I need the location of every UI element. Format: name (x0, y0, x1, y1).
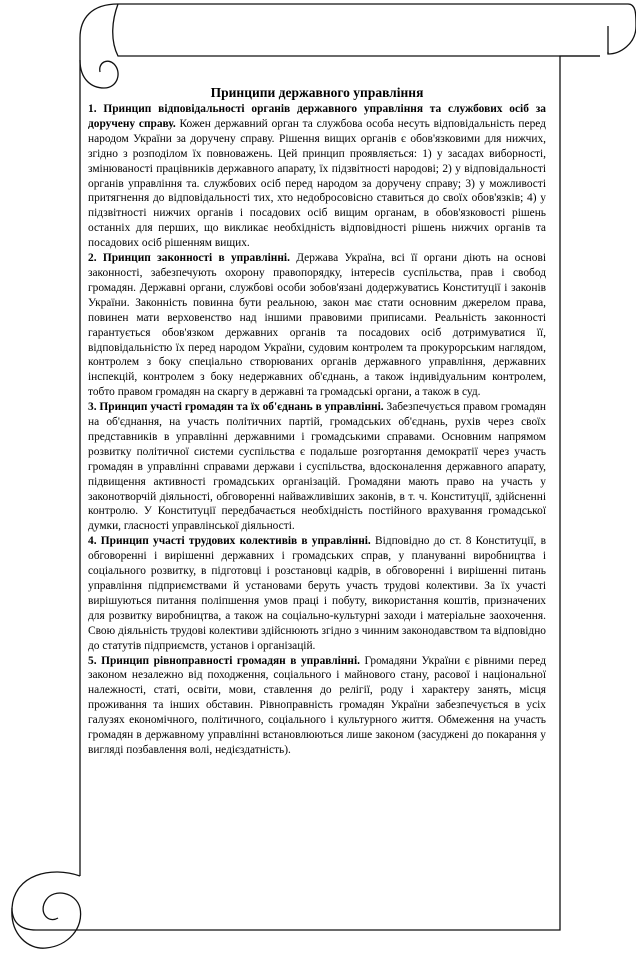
principle-4-text: Відповідно до ст. 8 Конституції, в обговоренні і вирішенні державних і громадських справ, у плануванні виробництва і соціального розвитку, в підготовці і розстановці кадрів, в обговоренні і вирішенні питань управління підприємствами й установами беруть участь трудові колективи. За їх участі вирішуються питання поліпшення умов праці і побуту, використання коштів, призначених для розвитку виробництва, а також на соціально-культурні заходи і матеріальне заохочення. Свою діяльність трудові колективи здійснюють згідно з чинним законодавством та відповідно до статутів підприємств, установ і організацій. (88, 535, 546, 652)
principle-3 (88, 400, 546, 534)
principle-2-heading: 2. Принцип законності в управлінні. (88, 252, 290, 265)
principle-4 (88, 534, 546, 653)
principle-1 (88, 102, 546, 251)
principle-3-heading: 3. Принцип участі громадян та їх об'єднань в управлінні. (88, 401, 384, 414)
page-title: Принципи державного управління (210, 85, 424, 100)
document-body (88, 84, 546, 758)
principle-1-heading: 1. Принцип відповідальності органів державного управління та службових осіб за доручену справу. (88, 103, 546, 130)
principle-3-text: Забезпечується правом громадян на об'єднання, на участь політичних партій, громадських об'єднань, рухів через своїх представників в управлінні державними і громадськими справами. Основним напрямом розвитку політичної системи суспільства є подальше розгортання демократії через участь громадян в управлінні справами держави і суспільства, вдосконалення державного апарату, підвищення активності громадських організацій. Громадяни мають право на участь у законотворчій діяльності, обговоренні найважливіших законів, в т. ч. Конституції, здійсненні контролю. У Конституції передбачається необхідність постійного врахування громадської думки, гласності управлінської діяльності. (88, 401, 546, 533)
principle-2-text: Держава Україна, всі її органи діють на основі законності, забезпечують охорону правопорядку, інтересів суспільства, прав і свобод громадян. Державні органи, службові особи зобов'язані додержуватись Конституції і законів України. Законність повинна бути реальною, закон має стати основним джерелом права, повинен мати верховенство над іншими правовими приписами. Реальність законності гарантується обов'язком державних органів та посадових осіб дотримуватися її, відповідальністю їх перед народом України, судовим контролем та прокурорським наглядом, контролем з боку спеціально створюваних органів державного управління, державних інспекцій, контролем з боку недержавних об'єднань, а також індивідуальним контролем, тобто правом громадян на скаргу в державні та громадські органи, а також в суд. (88, 252, 546, 399)
principle-1-text: Кожен державний орган та службова особа несуть відповідальність перед народом України за доручену справу. Рішення вищих органів є обов'язковими для нижчих, згідно з розподілом їх повноважень. Цей принцип проявляється: 1) у засадах виборності, змінюваності працівників державного апарату, їх підзвітності народові; 2) у відповідальності органів управління та. службових осіб перед народом за доручену справу; 3) у можливості притягнення до відповідальності тих, хто недобросовісно ставиться до своїх обов'язків; 4) у підзвітності нижчих органів і посадових осіб вищим органам, в обов'язковості рішень останніх для перших, що викликає необхідність відповідності рішень нижчих органів та посадових осіб рішенням вищих. (88, 117, 546, 250)
principle-5-heading: 5. Принцип рівноправності громадян в управлінні. (88, 654, 360, 667)
principle-5 (88, 654, 546, 758)
principle-2 (88, 251, 546, 400)
principle-4-heading: 4. Принцип участі трудових колективів в управлінні. (88, 535, 371, 548)
principle-5-text: Громадяни України є рівними перед законом незалежно від походження, соціального і майнового стану, расової і національної належності, статі, освіти, мови, ставлення до релігії, роду і характеру занять, місця проживання та інших обставин. Рівноправність громадян України забезпечується в усіх галузях економічного, політичного, соціального і культурного життя. Обмеження на участь громадян в державному управлінні встановлюються лише законом (засуджені до покарання у вигляді позбавлення волі, недієздатність). (88, 654, 546, 756)
